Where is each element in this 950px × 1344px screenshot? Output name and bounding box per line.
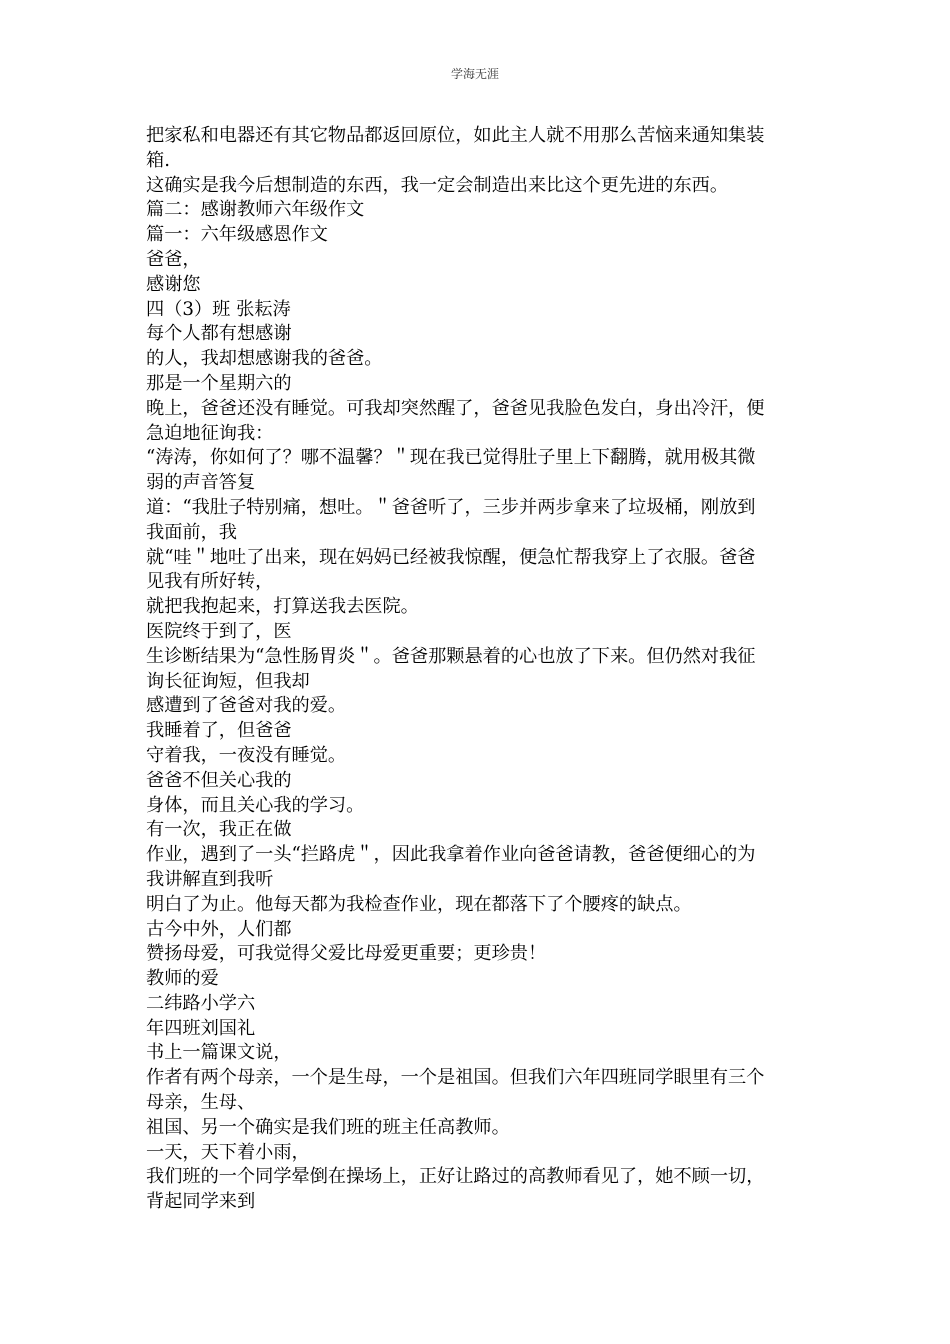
text-line: 祖国、另一个确实是我们班的班主任高教师。	[146, 1116, 510, 1138]
text-line: 这确实是我今后想制造的东西，我一定会制造出来比这个更先进的东西。	[146, 174, 729, 196]
page-header: 学海无涯	[450, 67, 499, 81]
text-line: 我讲解直到我听	[146, 868, 274, 890]
text-line: 背起同学来到	[146, 1191, 256, 1213]
text-line: 守着我，一夜没有睡觉。	[146, 744, 347, 766]
text-line: 二纬路小学六	[146, 992, 256, 1014]
text-line: 急迫地征询我：	[146, 422, 274, 444]
text-line: 爸爸不但关心我的	[146, 769, 292, 791]
text-line: 弱的声音答复	[146, 472, 256, 494]
text-line: 我们班的一个同学晕倒在操场上，正好让路过的高教师看见了，她不顾一切，	[146, 1166, 765, 1188]
text-line: 询长征询短，但我却	[146, 670, 310, 692]
text-line: 见我有所好转，	[146, 571, 274, 593]
text-line: 我面前，我	[146, 521, 237, 543]
text-line: 就“哇＂地吐了出来，现在妈妈已经被我惊醒，便急忙帮我穿上了衣服。爸爸	[146, 546, 756, 568]
text-line: 感遭到了爸爸对我的爱。	[146, 695, 347, 717]
document-body	[146, 124, 806, 1215]
text-line: 书上一篇课文说，	[146, 1042, 292, 1064]
text-line: 教师的爱	[146, 968, 219, 990]
text-line: 篇二：感谢教师六年级作文	[146, 199, 365, 221]
text-line: 作业，遇到了一头“拦路虎＂，因此我拿着作业向爸爸请教，爸爸便细心的为	[146, 844, 756, 866]
text-line: 那是一个星期六的	[146, 372, 292, 394]
text-line: 篇一：六年级感恩作文	[146, 224, 328, 246]
text-line: 四（3）班 张耘涛	[146, 298, 291, 320]
text-line: 一天，天下着小雨，	[146, 1141, 310, 1163]
text-line: 晚上，爸爸还没有睡觉。可我却突然醒了，爸爸见我脸色发白，身出冷汗，便	[146, 397, 765, 419]
text-line: 道：“我肚子特别痛，想吐。＂爸爸听了，三步并两步拿来了垃圾桶，刚放到	[146, 496, 756, 518]
text-line: 每个人都有想感谢	[146, 323, 292, 345]
text-line: 我睡着了，但爸爸	[146, 720, 292, 742]
text-line: 就把我抱起来，打算送我去医院。	[146, 596, 419, 618]
text-line: 身体，而且关心我的学习。	[146, 794, 365, 816]
text-line: 感谢您	[146, 273, 201, 295]
text-line: 年四班刘国礼	[146, 1017, 256, 1039]
text-line: “涛涛，你如何了？哪不温馨？＂现在我已觉得肚子里上下翻腾，就用极其微	[146, 447, 756, 469]
text-line: 箱.	[146, 149, 170, 171]
text-line: 赞扬母爱，可我觉得父爱比母爱更重要；更珍贵！	[146, 943, 547, 965]
text-line: 母亲，生母、	[146, 1092, 256, 1114]
text-line: 医院终于到了，医	[146, 620, 292, 642]
text-line: 的人，我却想感谢我的爸爸。	[146, 348, 383, 370]
text-line: 明白了为止。他每天都为我检查作业，现在都落下了个腰疼的缺点。	[146, 893, 692, 915]
text-line: 作者有两个母亲，一个是生母，一个是祖国。但我们六年四班同学眼里有三个	[146, 1067, 765, 1089]
text-line: 生诊断结果为“急性肠胃炎＂。爸爸那颗悬着的心也放了下来。但仍然对我征	[146, 645, 756, 667]
text-line: 把家私和电器还有其它物品都返回原位，如此主人就不用那么苦恼来通知集装	[146, 125, 765, 146]
text-line: 有一次，我正在做	[146, 819, 292, 841]
text-line: 爸爸，	[146, 248, 201, 270]
text-line: 古今中外，人们都	[146, 918, 292, 940]
